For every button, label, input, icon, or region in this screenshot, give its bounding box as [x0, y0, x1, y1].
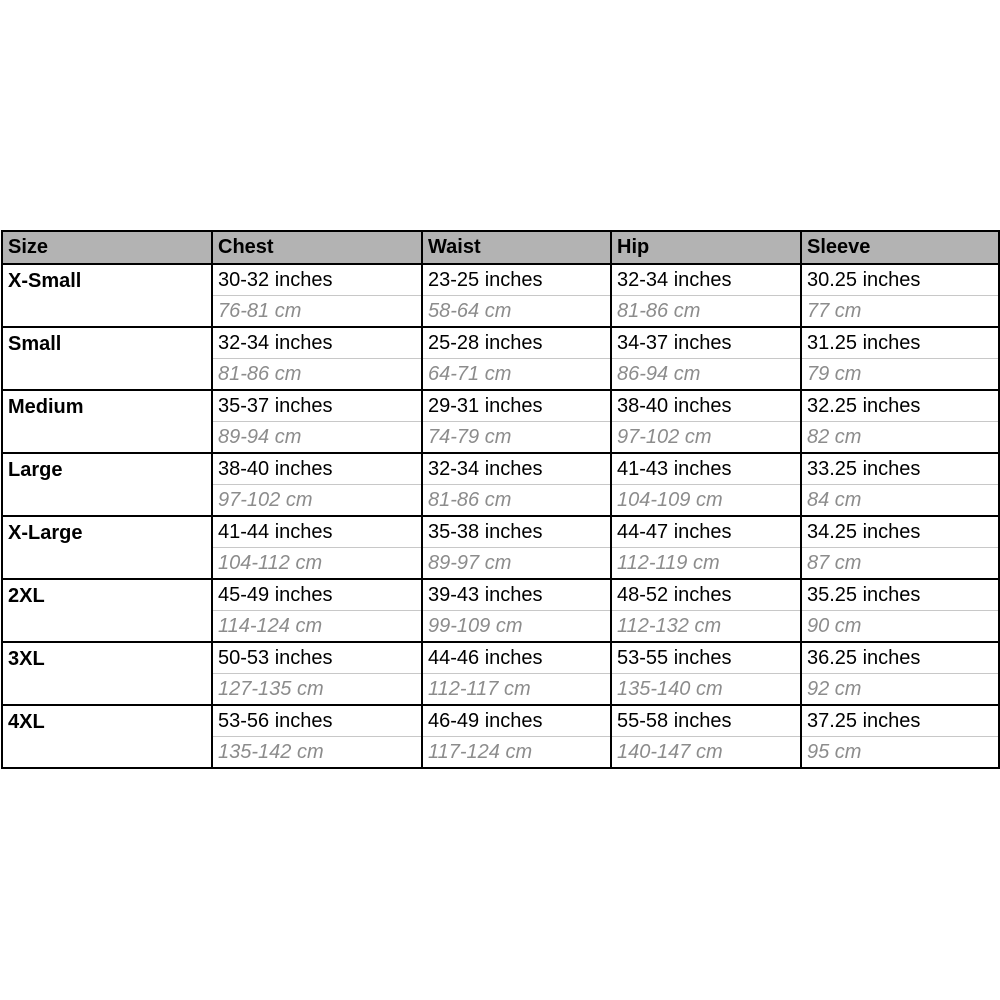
hip-cm: 81-86 cm [611, 296, 801, 328]
chest-cm: 97-102 cm [212, 485, 422, 517]
size-label: 4XL [2, 705, 212, 768]
chest-cm: 114-124 cm [212, 611, 422, 643]
sleeve-cm: 82 cm [801, 422, 999, 454]
header-waist: Waist [422, 231, 611, 264]
waist-cm: 89-97 cm [422, 548, 611, 580]
header-hip: Hip [611, 231, 801, 264]
header-sleeve: Sleeve [801, 231, 999, 264]
sleeve-inches: 33.25 inches [801, 453, 999, 485]
sleeve-cm: 95 cm [801, 737, 999, 769]
sleeve-inches: 32.25 inches [801, 390, 999, 422]
header-row [2, 231, 999, 264]
waist-inches: 25-28 inches [422, 327, 611, 359]
hip-cm: 135-140 cm [611, 674, 801, 706]
table-row [2, 579, 999, 611]
hip-cm: 86-94 cm [611, 359, 801, 391]
table-row [2, 327, 999, 359]
chest-cm: 89-94 cm [212, 422, 422, 454]
waist-cm: 74-79 cm [422, 422, 611, 454]
chest-cm: 76-81 cm [212, 296, 422, 328]
sleeve-cm: 77 cm [801, 296, 999, 328]
chest-inches: 35-37 inches [212, 390, 422, 422]
waist-cm: 64-71 cm [422, 359, 611, 391]
table-row [2, 390, 999, 422]
waist-inches: 39-43 inches [422, 579, 611, 611]
hip-cm: 104-109 cm [611, 485, 801, 517]
waist-cm: 99-109 cm [422, 611, 611, 643]
hip-inches: 55-58 inches [611, 705, 801, 737]
header-chest: Chest [212, 231, 422, 264]
size-label: 3XL [2, 642, 212, 705]
hip-inches: 41-43 inches [611, 453, 801, 485]
hip-inches: 32-34 inches [611, 264, 801, 296]
waist-inches: 35-38 inches [422, 516, 611, 548]
sleeve-cm: 84 cm [801, 485, 999, 517]
chest-inches: 50-53 inches [212, 642, 422, 674]
chest-cm: 81-86 cm [212, 359, 422, 391]
size-chart-table [1, 230, 1000, 769]
size-label: Small [2, 327, 212, 390]
waist-inches: 23-25 inches [422, 264, 611, 296]
chest-cm: 127-135 cm [212, 674, 422, 706]
size-label: Large [2, 453, 212, 516]
waist-cm: 112-117 cm [422, 674, 611, 706]
chest-cm: 104-112 cm [212, 548, 422, 580]
size-label: X-Small [8, 270, 82, 292]
hip-inches: 44-47 inches [611, 516, 801, 548]
header-size: Size [2, 231, 212, 264]
hip-cm: 112-119 cm [611, 548, 801, 580]
sleeve-cm: 90 cm [801, 611, 999, 643]
waist-cm: 58-64 cm [422, 296, 611, 328]
chest-inches: 30-32 inches [212, 264, 422, 296]
chest-inches: 38-40 inches [212, 453, 422, 485]
sleeve-inches: 34.25 inches [801, 516, 999, 548]
hip-cm: 112-132 cm [611, 611, 801, 643]
table-row [2, 264, 999, 296]
sleeve-cm: 87 cm [801, 548, 999, 580]
size-label: Medium [2, 390, 212, 453]
waist-inches: 32-34 inches [422, 453, 611, 485]
waist-cm: 117-124 cm [422, 737, 611, 769]
hip-cm: 140-147 cm [611, 737, 801, 769]
waist-inches: 44-46 inches [422, 642, 611, 674]
chest-inches: 32-34 inches [212, 327, 422, 359]
chest-cm: 135-142 cm [212, 737, 422, 769]
waist-cm: 81-86 cm [422, 485, 611, 517]
sleeve-inches: 36.25 inches [801, 642, 999, 674]
table-row [2, 453, 999, 485]
hip-inches: 53-55 inches [611, 642, 801, 674]
sleeve-cm: 79 cm [801, 359, 999, 391]
sleeve-inches: 37.25 inches [801, 705, 999, 737]
waist-inches: 29-31 inches [422, 390, 611, 422]
table-row [2, 642, 999, 674]
hip-cm: 97-102 cm [611, 422, 801, 454]
sleeve-inches: 35.25 inches [801, 579, 999, 611]
waist-inches: 46-49 inches [422, 705, 611, 737]
table-row [2, 705, 999, 737]
chest-inches: 45-49 inches [212, 579, 422, 611]
size-label: 2XL [2, 579, 212, 642]
chest-inches: 41-44 inches [212, 516, 422, 548]
sleeve-cm: 92 cm [801, 674, 999, 706]
table-row [2, 516, 999, 548]
size-label: X-Large [2, 516, 212, 579]
chest-inches: 53-56 inches [212, 705, 422, 737]
hip-inches: 34-37 inches [611, 327, 801, 359]
sleeve-inches: 31.25 inches [801, 327, 999, 359]
hip-inches: 48-52 inches [611, 579, 801, 611]
sleeve-inches: 30.25 inches [801, 264, 999, 296]
hip-inches: 38-40 inches [611, 390, 801, 422]
